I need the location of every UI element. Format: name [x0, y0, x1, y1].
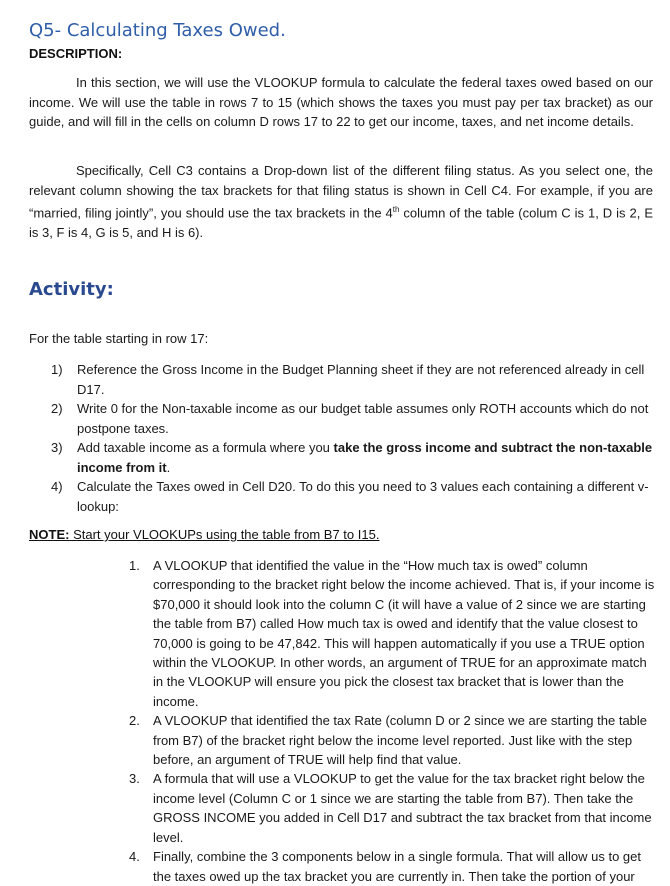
substep-number: 1.: [129, 558, 140, 573]
step-number: 1): [51, 362, 63, 377]
description-paragraph-2: [29, 161, 653, 242]
step-number: 3): [51, 440, 63, 455]
substep-item: [129, 769, 655, 847]
paragraph-2-superscript: th: [392, 205, 400, 214]
step-text-bold: take the gross income and subtract the non-taxable income from it: [77, 440, 653, 475]
paragraph-2-text: Specifically, Cell C3 contains a Drop-down list of the different filing status. As you select one, the relevant column showing the tax brackets for that filing status is shown in Cell C4. For example, if you are “married, filing jointly”, you should use the tax brackets in the 4: [29, 163, 653, 221]
step-item: [51, 360, 653, 399]
substep-item: [129, 556, 655, 711]
substep-item: [129, 847, 655, 886]
step-text: Add taxable income as a formula where you: [77, 440, 334, 455]
substep-text: A VLOOKUP that identified the value in the “How much tax is owed” column corresponding to the bracket right below the income achieved. That is, if your income is $70,000 it should look into the column C (it will have a value of 2 since we are starting the table from B7) called How much tax is owed and identify that the value closest to 70,000 is going to be 47,842. This will happen automatically if you use a TRUE option within the VLOOKUP. In other words, an argument of TRUE for an approximate match in the VLOOKUP will ensure you pick the closest tax bracket that is lower than the income.: [153, 558, 655, 709]
step-item: [51, 438, 653, 477]
note-label: NOTE:: [29, 527, 70, 542]
substep-text: A formula that will use a VLOOKUP to get the value for the tax bracket right below the income level (Column C or 1 since we are starting the table from B7). Then take the GROSS INCOME you added in Cell D17 and subtract the tax bracket from that income level.: [153, 771, 652, 845]
description-paragraph-1: [29, 73, 653, 132]
substep-text: Finally, combine the 3 components below in a single formula. That will allow us to get the taxes owed up the tax bracket you are currently in. Then take the portion of your: [153, 849, 641, 884]
activity-lead: For the table starting in row 17:: [29, 331, 209, 346]
paragraph-1-text: In this section, we will use the VLOOKUP formula to calculate the federal taxes owed based on our income. We will use the table in rows 7 to 15 (which shows the taxes you must pay per tax bracket) as our guide, and will fill in the cells on column D rows 17 to 22 to get our income, taxes, and net income details.: [29, 75, 653, 129]
page-title: Q5- Calculating Taxes Owed.: [29, 20, 286, 41]
substep-number: 3.: [129, 771, 140, 787]
substep-item: [129, 711, 655, 769]
description-heading: DESCRIPTION:: [29, 46, 123, 61]
step-text: Reference the Gross Income in the Budget Planning sheet if they are not referenced already in cell D17.: [77, 362, 645, 397]
vlookup-substeps: [129, 556, 655, 886]
activity-steps: [51, 360, 653, 516]
step-text: Write 0 for the Non-taxable income as our budget table assumes only ROTH accounts which do not postpone taxes.: [77, 401, 649, 436]
step-number: 2): [51, 401, 63, 416]
note-text: Start your VLOOKUPs using the table from B7 to I15.: [69, 527, 380, 542]
step-text-end: .: [166, 459, 171, 475]
substep-number: 4.: [129, 849, 140, 865]
step-number: 4): [51, 479, 63, 494]
substep-number: 2.: [129, 713, 140, 729]
step-item: [51, 399, 653, 438]
step-text: Calculate the Taxes owed in Cell D20. To do this you need to 3 values each containing a different v-lookup:: [77, 479, 649, 514]
substep-text: A VLOOKUP that identified the tax Rate (column D or 2 since we are starting the table from B7) of the bracket right below the income level reported. Just like with the step before, an argument of TRUE will help find that value.: [153, 713, 648, 768]
activity-heading: Activity:: [29, 279, 114, 300]
note-line: [29, 527, 379, 542]
paragraph-2-text-end: column of the table (colum C is 1, D is 2, E is 3, F is 4, G is 5, and H is 6).: [29, 205, 653, 240]
step-item: [51, 477, 653, 516]
